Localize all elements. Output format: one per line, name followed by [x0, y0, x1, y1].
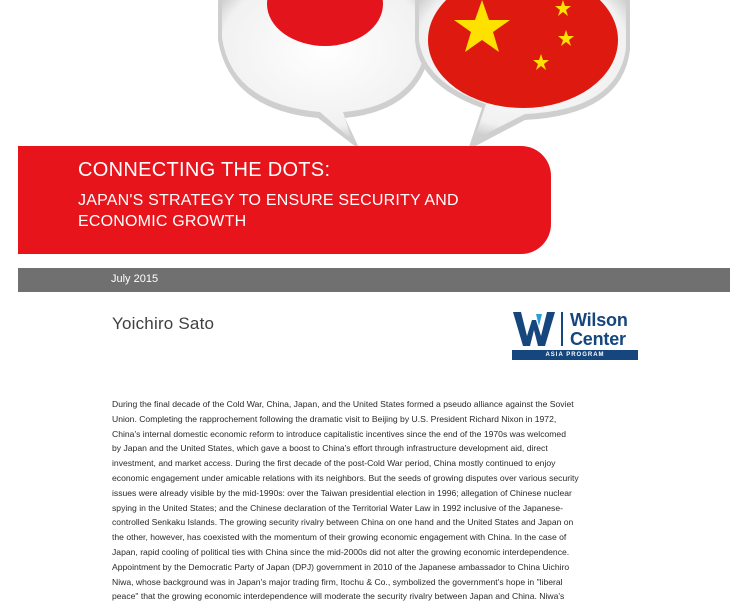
body-line: investment, and market access. During the first decade of the post-Cold War period, China mostly continued to enjoy [112, 458, 556, 469]
body-line: issues were already visible by the mid-1990s: over the Taiwan presidential election in 1996; allegation of Chinese nuclear [112, 487, 572, 498]
japan-flag-bubble-icon [218, 0, 432, 150]
body-line: Japan, rapid cooling of political ties with China since the mid-2000s did not alter the growing economic interdependence. [112, 546, 570, 557]
body-line: by Japan and the United States, which gave a boost to China's effort through infrastructure development aid, direct [112, 443, 548, 454]
wilson-w-icon [512, 310, 556, 348]
author-name: Yoichiro Sato [112, 314, 215, 333]
body-line: China's internal domestic economic reform to introduce capitalistic incentives since the end of the 1970s was welcomed [112, 428, 566, 439]
flag-bubbles-illustration [0, 0, 749, 150]
wilson-center-logo [512, 310, 638, 364]
publication-date: July 2015 [111, 273, 159, 285]
body-line: Appointment by the Democratic Party of Japan (DPJ) government in 2010 of the Japanese ambassador to China Uichiro [112, 561, 570, 572]
logo-program-label: ASIA PROGRAM [512, 350, 638, 360]
logo-center-text: Center [570, 329, 626, 349]
body-line: the other, however, has coexisted with the momentum of their growing economic engagement with China. In the case of [112, 532, 567, 543]
logo-wilson-text: Wilson [570, 310, 628, 330]
logo-divider [561, 312, 563, 346]
body-line: economic engagement under amicable relations with its neighbors. But the seeds of growing disputes over various security [112, 472, 579, 483]
body-line: spying in the United States; and the Chinese declaration of the Territorial Water Law in 1992 inclusive of the Japanese- [112, 502, 563, 513]
body-paragraph [112, 397, 638, 604]
date-bar [18, 268, 730, 292]
body-line: controlled Senkaku Islands. The growing security rivalry between China on one hand and the United States and Japan on [112, 517, 574, 528]
report-title: CONNECTING THE DOTS: [78, 159, 331, 181]
body-line: During the final decade of the Cold War, China, Japan, and the United States formed a pseudo alliance against the Soviet [112, 399, 574, 409]
china-flag-bubble-icon [415, 0, 630, 150]
body-line: Niwa, whose background was in Japan's major trading firm, Itochu & Co., symbolized the government's hope in "liberal [112, 576, 563, 587]
report-subtitle: JAPAN'S STRATEGY TO ENSURE SECURITY AND ECONOMIC GROWTH [78, 192, 459, 230]
body-line: Union. Completing the rapprochement following the dramatic visit to Beijing by U.S. President Richard Nixon in 1972, [112, 413, 557, 424]
body-line: peace" that the growing economic interdependence will moderate the security rivalry between Japan and China. Niwa's [112, 591, 565, 602]
title-banner [18, 146, 551, 254]
